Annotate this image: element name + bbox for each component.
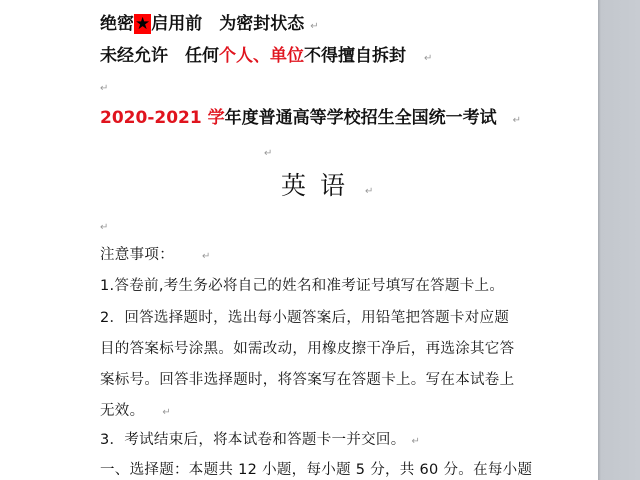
paragraph-mark: ↵ bbox=[424, 53, 433, 64]
exam-title bbox=[100, 103, 521, 128]
window-background bbox=[598, 0, 640, 480]
paragraph-mark: ↵ bbox=[310, 21, 319, 32]
subject-title bbox=[281, 166, 373, 202]
exam-name: 年度普通高等学校招生全国统一考试 bbox=[224, 108, 497, 128]
note-line: 案标号。回答非选择题时，将答案写在答题卡上。写在本试卷上 bbox=[100, 372, 515, 388]
paragraph-mark: ↵ bbox=[411, 436, 421, 447]
paragraph-mark: ↵ bbox=[512, 115, 521, 126]
paragraph-mark: ↵ bbox=[100, 222, 109, 233]
subject-text: 英语 bbox=[281, 171, 360, 200]
section-heading: 一、选择题：本题共 12 小题，每小题 5 分，共 60 分。在每小题 bbox=[100, 462, 533, 478]
warning-text-b: 不得擅自拆封 bbox=[304, 46, 406, 66]
unseal-warning-line bbox=[100, 41, 432, 66]
paragraph-mark: ↵ bbox=[264, 148, 273, 159]
paragraph-mark: ↵ bbox=[100, 83, 109, 94]
note-line: 2．回答选择题时，选出每小题答案后，用铅笔把答题卡对应题 bbox=[100, 310, 510, 326]
note-text: 无效。 bbox=[100, 403, 145, 419]
paragraph-mark: ↵ bbox=[365, 186, 374, 197]
warning-text-a: 未经允许 任何 bbox=[100, 46, 219, 66]
confidential-line bbox=[100, 9, 319, 34]
note-line: 1.答卷前,考生务必将自己的姓名和准考证号填写在答题卡上。 bbox=[100, 278, 505, 294]
note-text: 3．考试结束后，将本试卷和答题卡一并交回。 bbox=[100, 432, 406, 448]
star-icon: ★ bbox=[135, 14, 151, 34]
confidential-label: 绝密 bbox=[100, 14, 134, 34]
paragraph-mark: ↵ bbox=[162, 407, 172, 418]
note-line bbox=[100, 428, 420, 449]
notes-heading bbox=[100, 243, 211, 264]
notes-heading-text: 注意事项： bbox=[100, 247, 174, 263]
exam-year: 2020-2021 学 bbox=[100, 108, 225, 128]
note-line bbox=[100, 399, 171, 420]
warning-text-red: 个人、单位 bbox=[219, 46, 304, 66]
sealed-status: 启用前 为密封状态 bbox=[151, 14, 305, 34]
paragraph-mark: ↵ bbox=[202, 251, 211, 262]
note-line: 目的答案标号涂黑。如需改动，用橡皮擦干净后，再选涂其它答 bbox=[100, 341, 515, 357]
